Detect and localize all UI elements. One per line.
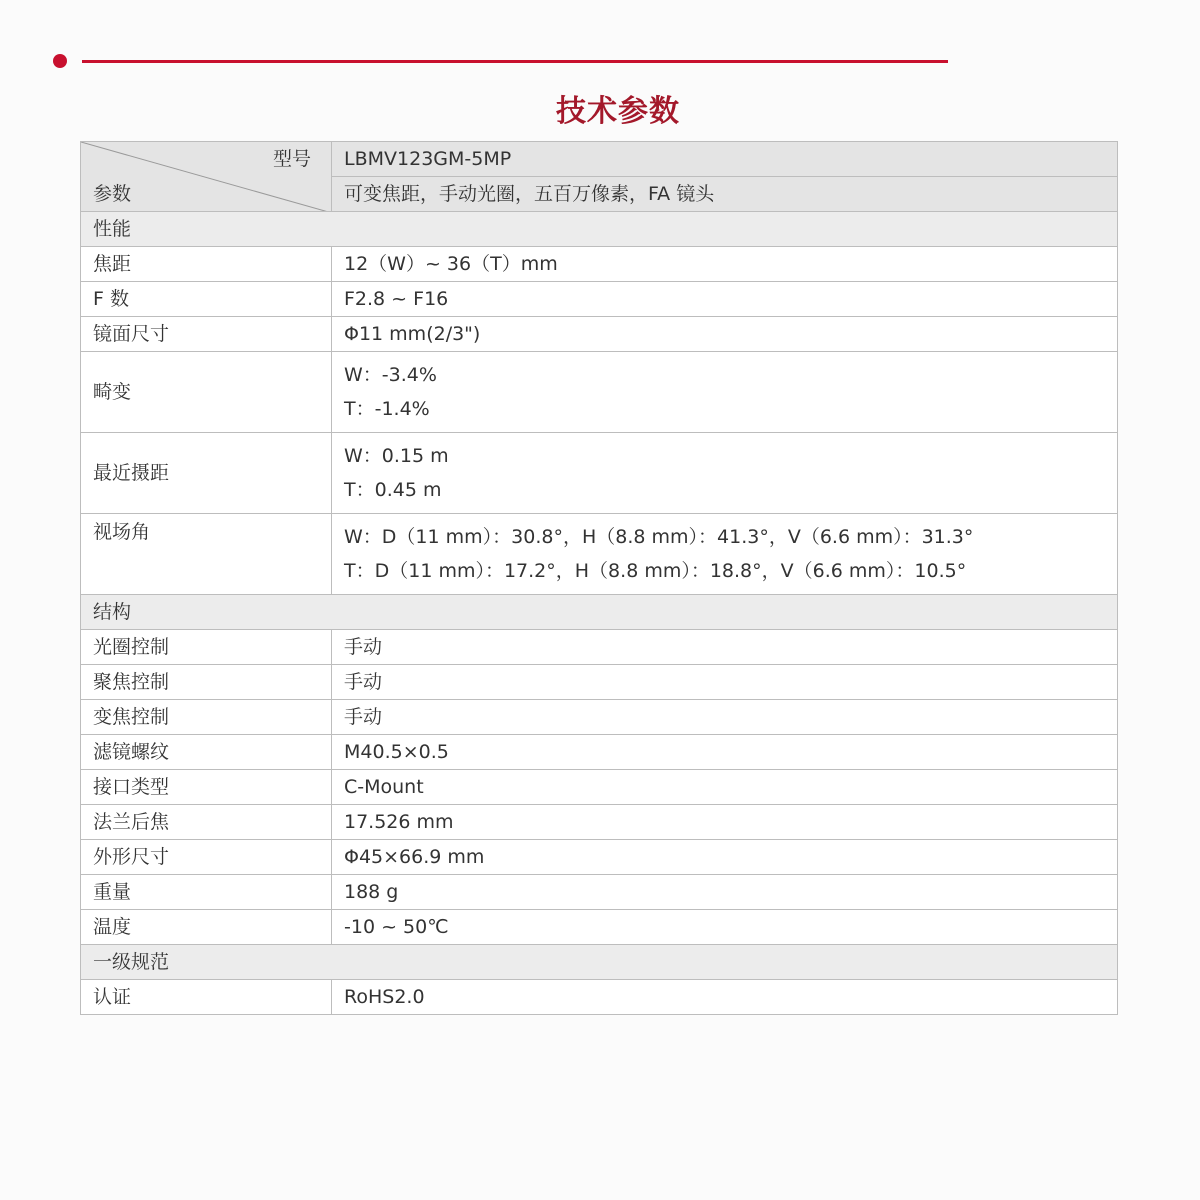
diagonal-header-cell <box>81 142 332 212</box>
row-label: 最近摄距 <box>81 433 332 514</box>
table-row <box>81 433 1118 514</box>
row-label: 温度 <box>81 910 332 945</box>
section-structure: 结构 <box>81 595 1118 630</box>
row-label: 重量 <box>81 875 332 910</box>
row-value: Φ11 mm(2/3") <box>332 317 1118 352</box>
table-row <box>81 980 1118 1015</box>
model-value: LBMV123GM-5MP <box>332 142 1118 177</box>
accent-dot <box>53 54 67 68</box>
row-value: 手动 <box>332 700 1118 735</box>
model-description: 可变焦距，手动光圈，五百万像素，FA 镜头 <box>332 177 1118 212</box>
row-label: 镜面尺寸 <box>81 317 332 352</box>
row-value: RoHS2.0 <box>332 980 1118 1015</box>
row-label: 畸变 <box>81 352 332 433</box>
row-label: 认证 <box>81 980 332 1015</box>
value-line-w: W：0.15 m <box>344 445 449 467</box>
param-header-label: 参数 <box>93 183 132 205</box>
table-row <box>81 665 1118 700</box>
section-general: 一级规范 <box>81 945 1118 980</box>
table-row <box>81 700 1118 735</box>
row-label: 光圈控制 <box>81 630 332 665</box>
value-line-t: T：D（11 mm）：17.2°，H（8.8 mm）：18.8°，V（6.6 mm）：10.5° <box>344 560 967 582</box>
table-row <box>81 630 1118 665</box>
table-row <box>81 317 1118 352</box>
row-label: 变焦控制 <box>81 700 332 735</box>
model-header-label: 型号 <box>272 148 311 170</box>
row-label: 法兰后焦 <box>81 805 332 840</box>
row-value <box>332 433 1118 514</box>
row-label: 视场角 <box>81 514 332 595</box>
row-value <box>332 352 1118 433</box>
row-label: 滤镜螺纹 <box>81 735 332 770</box>
table-row <box>81 910 1118 945</box>
table-row <box>81 770 1118 805</box>
row-value: 12（W）~ 36（T）mm <box>332 247 1118 282</box>
table-row <box>81 875 1118 910</box>
section-row <box>81 595 1118 630</box>
row-value: 手动 <box>332 665 1118 700</box>
table-row <box>81 840 1118 875</box>
row-value: 188 g <box>332 875 1118 910</box>
section-row <box>81 945 1118 980</box>
row-label: 焦距 <box>81 247 332 282</box>
row-label: F 数 <box>81 282 332 317</box>
spec-table <box>80 141 1118 1015</box>
table-row <box>81 352 1118 433</box>
value-line-t: T：-1.4% <box>344 398 430 420</box>
row-value: Φ45×66.9 mm <box>332 840 1118 875</box>
value-line-w: W：-3.4% <box>344 364 437 386</box>
table-row <box>81 735 1118 770</box>
row-label: 接口类型 <box>81 770 332 805</box>
table-row <box>81 282 1118 317</box>
section-performance: 性能 <box>81 212 1118 247</box>
accent-rule <box>82 60 948 63</box>
row-label: 聚焦控制 <box>81 665 332 700</box>
row-value: -10 ~ 50℃ <box>332 910 1118 945</box>
header-row-model <box>81 142 1118 177</box>
row-value: 手动 <box>332 630 1118 665</box>
row-value: F2.8 ~ F16 <box>332 282 1118 317</box>
table-row <box>81 805 1118 840</box>
row-value <box>332 514 1118 595</box>
page-title: 技术参数 <box>556 94 680 129</box>
value-line-w: W：D（11 mm）：30.8°，H（8.8 mm）：41.3°，V（6.6 mm）：31.3° <box>344 526 974 548</box>
table-row <box>81 247 1118 282</box>
table-row <box>81 514 1118 595</box>
row-value: 17.526 mm <box>332 805 1118 840</box>
row-value: M40.5×0.5 <box>332 735 1118 770</box>
section-row <box>81 212 1118 247</box>
value-line-t: T：0.45 m <box>344 479 442 501</box>
row-value: C-Mount <box>332 770 1118 805</box>
row-label: 外形尺寸 <box>81 840 332 875</box>
